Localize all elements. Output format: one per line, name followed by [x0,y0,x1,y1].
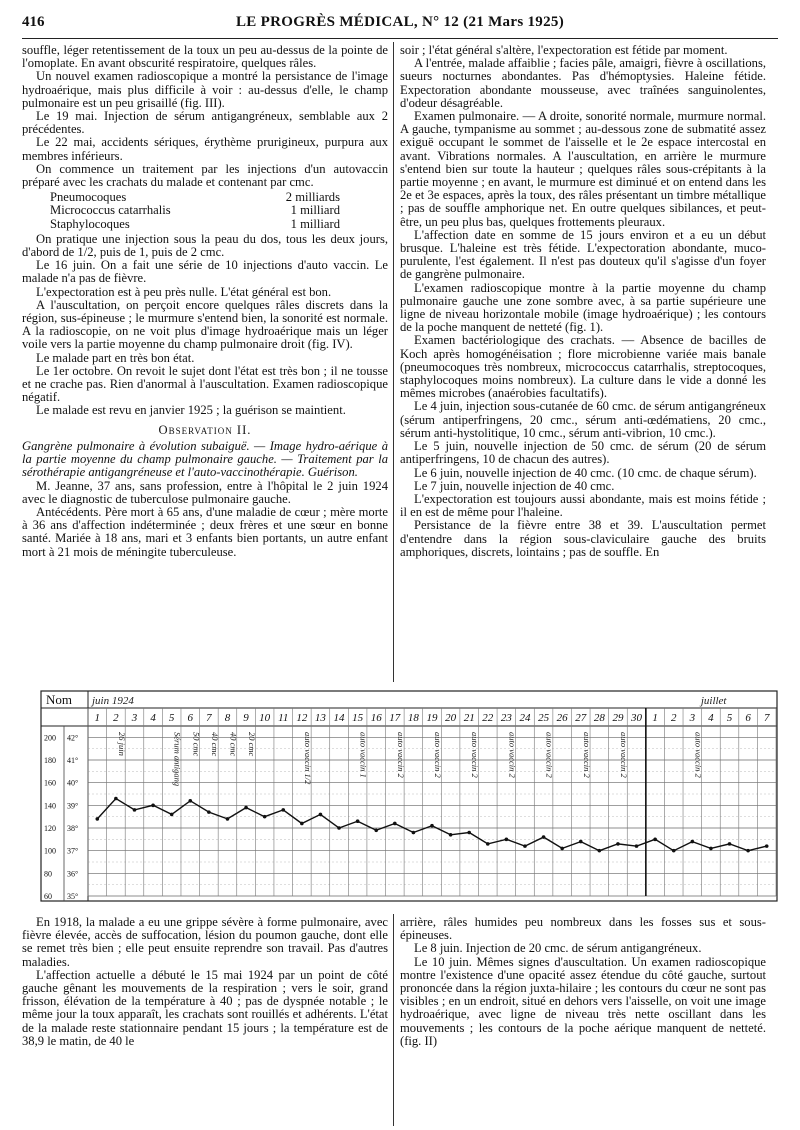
chart-temp-tick: 39° [67,801,79,811]
chart-temperature-point [412,831,416,835]
chart-annotation: auto vaccin 2 [544,732,555,778]
chart-temperature-point [523,844,527,848]
bottom-right-column [400,916,766,1048]
chart-day-label: 9 [243,712,249,724]
chart-annotation: Sérum antigang [172,732,183,787]
chart-day-label: 26 [556,712,568,724]
paragraph: Le 22 mai, accidents sériques, érythème prurigineux, purpura aux membres inférieurs. [22,135,388,163]
paragraph: M. Jeanne, 37 ans, sans profession, entre à l'hôpital le 2 juin 1924 avec le diagnostic de tuberculose pulmonaire gauche. [22,478,388,506]
paragraph: Examen pulmonaire. — A droite, sonorité normale, murmure normal. A gauche, tympanisme au sommet ; au-dessous zone de submatité assez exiguë occupant le sommet de l'aisselle et le 2e espace intercostal en avant. Vibrations normales. A l'auscultation, en arrière le murmure s'entend bien sur toute la hauteur ; quelques râles sous-crépitants à la partie moyenne ; en avant, le murmure est diminué et on entend dans les 2e et 3e espaces, après la toux, des râles présentant un timbre métallique ; pas de souffle amphorique net. En outre quelques sibilances, et peut-être, un peu plus bas, quelques frottements pleuraux. [400,109,766,229]
chart-day-label: 3 [689,712,696,724]
chart-day-label: 7 [206,712,212,724]
paragraph: Le 8 juin. Injection de 20 cmc. de sérum antigangréneux. [414,941,702,956]
chart-day-label: 23 [500,712,512,724]
chart-day-label: 18 [407,712,419,724]
paragraph: souffle, léger retentissement de la toux un peu au-dessus de la pointe de l'omoplate. En avant obscurité respiratoire, quelques râles. [22,43,388,71]
paragraph: A l'auscultation, on perçoit encore quelques râles discrets dans la région, sus-épineuse ; le murmure s'entend bien, la sonorité est normale. A la radioscopie, on ne voit plus d'image hydroaérique mais un léger voile vers la partie moyenne du champ pulmonaire droit (fig. IV). [22,297,388,352]
chart-temperature-point [635,844,639,848]
temperature-chart [40,690,778,902]
paragraph: Le malade part en très bon état. [36,350,195,365]
page-header [22,14,778,36]
vaccine-row: Pneumocoques 2 milliards [50,190,340,205]
chart-day-label: 10 [259,712,271,724]
chart-temperature-point [560,847,564,851]
paragraph: A l'entrée, malade affaiblie ; facies pâle, amaigri, fièvre à oscillations, sueurs nocturnes abondantes. Pas d'hémoptysies. Haleine fétide. Expectoration abondante mousseuse, avec traînées sanguinolentes, d'odeur désagréable. [400,56,766,110]
chart-temperature-point [653,838,657,842]
chart-day-label: 24 [519,712,531,724]
chart-day-label: 17 [389,712,401,724]
chart-annotation: auto vaccin 2 [693,732,704,778]
chart-temperature-point [151,804,155,808]
page-number: 416 [22,14,45,30]
chart-day-label: 21 [463,712,475,724]
chart-pulse-tick: 100 [44,846,56,856]
chart-day-label: 15 [352,712,364,724]
chart-pulse-tick: 60 [44,892,52,901]
paragraph: L'affection date en somme de 15 jours environ et a eu un début brusque. L'haleine est très fétide. L'expectoration abondante, muco-purulente, l'est également. Il n'est pas douteux qu'il s'agisse d'un foyer de gangrène pulmonaire. [400,227,766,282]
chart-temperature-point [170,813,174,817]
chart-temperature-point [356,819,360,823]
chart-day-label: 1 [94,712,101,724]
paragraph: Le 16 juin. On a fait une série de 10 injections d'auto vaccin. Le malade n'a pas de fièvre. [22,258,388,286]
chart-annotation: auto vaccin 2 [581,732,592,778]
paragraph: Le 4 juin, injection sous-cutanée de 60 cmc. de sérum antigangréneux (sérum antiperfringens, 20 cmc., sérum anti-œdématiens, 20 cmc., sérum anti-hystolitique, 10 cmc., sérum anti-vibrion, 10 cmc.). [400,399,766,440]
chart-temp-tick: 40° [67,778,79,788]
chart-day-label: 4 [708,712,714,724]
chart-annotation: auto vaccin 2 [618,732,629,778]
chart-annotation: 20 cmc [247,732,258,757]
chart-day-label: 11 [278,712,289,724]
chart-day-label: 28 [593,712,605,724]
chart-temperature-point [728,842,732,846]
chart-temperature-point [133,808,137,812]
chart-annotation: auto vaccin 2 [470,732,481,778]
chart-temperature-point [486,842,490,846]
chart-day-label: 6 [187,712,194,724]
chart-temperature-point [281,808,285,812]
chart-temperature-point [598,849,602,853]
observation-heading: Observation II. [158,422,252,437]
chart-temperature-point [691,840,695,844]
paragraph: Le 6 juin, nouvelle injection de 40 cmc. (10 cmc. de chaque sérum). [414,465,757,480]
chart-day-label: 27 [575,712,587,724]
chart-corner-label: Nom [46,692,72,707]
chart-annotation: 50 cmc [191,732,202,757]
chart-day-label: 29 [612,712,624,724]
chart-month-label: juin 1924 [92,695,134,707]
chart-annotation: auto vaccin 1/2 [302,732,313,785]
chart-day-label: 6 [745,712,751,724]
chart-temperature-point [616,842,620,846]
paragraph: arrière, râles humides peu nombreux dans les fosses sus et sous-épineuses. [400,915,766,943]
chart-temperature-point [542,835,546,839]
chart-annotation: 40 cmc [228,732,239,757]
chart-temperature-point [95,817,99,821]
chart-temperature-point [709,847,713,851]
chart-temp-tick: 36° [67,869,79,879]
chart-day-label: 5 [726,712,733,724]
chart-day-label: 12 [296,712,308,724]
chart-temp-tick: 37° [67,846,79,856]
column-divider [393,42,394,682]
chart-temperature-point [374,828,378,832]
chart-pulse-tick: 140 [44,801,56,811]
paragraph: L'expectoration est à peu près nulle. L'état général est bon. [36,284,332,299]
paragraph: Le 10 juin. Mêmes signes d'auscultation. Un examen radioscopique montre l'existence d'une opacité assez étendue du côté gauche, surtout prononcée dans la région juxta-hilaire ; les contours du cœur ne sont pas visibles ; en un endroit, situé en dehors vers l'aisselle, on voit une image hydroaérique, avec ligne de niveau très nette oscillant dans les mouvements ; les contours de la poche aérique manquent de netteté. (fig. II) [400,954,766,1048]
chart-annotation: auto vaccin 2 [395,732,406,778]
paragraph: On pratique une injection sous la peau du dos, tous les deux jours, d'abord de 1/2, puis de 1, puis de 2 cmc. [22,231,388,260]
chart-day-label: 20 [445,712,457,724]
chart-temp-tick: 35° [67,892,79,901]
chart-temperature-point [337,826,341,830]
chart-day-label: 16 [370,712,382,724]
paragraph: Un nouvel examen radioscopique a montré la persistance de l'image hydroaérique, mais plus difficile à voir : au-dessus d'elle, le champ pulmonaire est un peu grisaillé (fig. III). [22,69,388,110]
chart-temperature-point [226,817,230,821]
chart-day-label: 22 [482,712,494,724]
chart-pulse-tick: 200 [44,733,56,743]
chart-temperature-point [765,844,769,848]
running-title: LE PROGRÈS MÉDICAL, N° 12 (21 Mars 1925) [236,14,564,30]
column-divider-bottom [393,914,394,1126]
chart-temp-tick: 38° [67,824,79,833]
paragraph: Examen bactériologique des crachats. — Absence de bacilles de Koch après homogénéisation ; flore microbienne variée mais banale (pneumocoques très nombreux, micrococcus catarrhalis, streptocoques, staphylocoques moins nombreux). La culture dans le vide a donné les mêmes microbes (anaérobies facultatifs). [400,333,766,401]
chart-day-label: 2 [670,712,677,724]
chart-day-label: 7 [763,712,770,724]
paragraph: L'examen radioscopique montre à la partie moyenne du champ pulmonaire gauche une zone sombre avec, à sa partie supérieure une ligne de niveau horizontale mobile (image hydroaérique) ; les contours de la poche manquent de netteté (fig. 1). [400,280,766,335]
chart-temperature-point [449,833,453,837]
chart-temperature-point [393,822,397,826]
chart-day-label: 2 [113,712,119,724]
temperature-chart-svg [40,690,778,902]
paragraph: Le 5 juin, nouvelle injection de 50 cmc. de sérum (20 de sérum antiperfringens, 10 de chacun des autres). [400,439,766,467]
paragraph: L'expectoration est toujours aussi abondante, mais est moins fétide ; il en est de même pour l'haleine. [400,491,766,520]
chart-temperature-point [244,806,248,810]
paragraph: Le malade est revu en janvier 1925 ; la guérison se maintient. [36,403,346,418]
chart-day-label: 30 [631,712,643,724]
chart-temp-tick: 42° [67,733,79,743]
vaccine-row: Staphylocoques 1 milliard [50,216,340,231]
chart-day-label: 13 [314,712,326,724]
chart-temperature-point [207,810,211,814]
chart-temperature-point [672,849,676,853]
chart-pulse-tick: 180 [44,756,56,765]
chart-temperature-point [319,813,323,817]
chart-temperature-point [579,840,583,844]
chart-pulse-tick: 160 [44,778,56,788]
chart-temperature-point [505,838,509,842]
chart-month-label: juillet [700,695,727,707]
paragraph: Antécédents. Père mort à 65 ans, d'une maladie de cœur ; mère morte à 36 ans d'affection indéterminée ; deux frères et une sœur en bonne santé. Mariée à 18 ans, mari et 3 enfants bien portants, un autre enfant mort à 21 mois de méningite tuberculeuse. [22,504,388,559]
vaccine-row: Micrococcus catarrhalis 1 milliard [50,203,340,218]
observation-subtitle: Gangrène pulmonaire à évolution subaiguë. — Image hydro-aérique à la partie moyenne du champ pulmonaire gauche. — Traitement par la sérothérapie antigangréneuse et l'auto-vaccinothérapie. Guérison. [22,438,388,480]
chart-day-label: 5 [168,712,175,724]
chart-day-label: 25 [538,712,550,724]
chart-pulse-tick: 120 [44,824,56,833]
chart-day-label: 8 [224,712,231,724]
paragraph: L'affection actuelle a débuté le 15 mai 1924 par un point de côté gauche gênant les mouvements de la respiration ; vers le soir, grand frisson, élévation de la température à 40 ; pas de dyspnée notable ; le même jour la toux apparaît, les crachats sont rouillés et adhérents. L'état de la malade reste stationnaire pendant 15 jours ; la température est de 38,9 le matin, de 40 le [22,967,388,1048]
header-rule [22,38,778,39]
paragraph: Le 19 mai. Injection de sérum antigangréneux, semblable aux 2 précédentes. [22,109,388,137]
paragraph: soir ; l'état général s'altère, l'expectoration est fétide par moment. [400,43,728,57]
chart-day-label: 3 [131,712,138,724]
paragraph: En 1918, la malade a eu une grippe sévère à forme pulmonaire, avec fièvre élevée, accès de suffocation, lésion du poumon gauche, dont elle se remet très bien ; elle peut ensuite reprendre son travail. Pas d'autres maladies. [22,915,388,969]
chart-annotation: 40 cmc [209,732,220,757]
chart-day-label: 4 [150,712,156,724]
chart-temperature-point [300,822,304,826]
chart-day-label: 14 [333,712,345,724]
chart-annotation: auto vaccin 1 [358,732,369,778]
chart-temperature-point [430,824,434,828]
left-column [22,44,388,559]
paragraph: Le 7 juin, nouvelle injection de 40 cmc. [414,478,615,493]
chart-day-label: 19 [426,712,438,724]
chart-pulse-tick: 80 [44,869,52,879]
bottom-left-column [22,916,388,1048]
chart-temperature-point [746,849,750,853]
paragraph: Le 1er octobre. On revoit le sujet dont l'état est très bon ; il ne tousse et ne crache pas. Rien d'anormal à l'auscultation. Examen radioscopique négatif. [22,363,388,405]
paragraph: On commence un traitement par les injections d'un autovaccin préparé avec les crachats du malade et contenant par cmc. [22,161,388,190]
chart-temperature-point [263,815,267,819]
chart-day-label: 1 [652,712,658,724]
chart-temperature-point [114,797,118,801]
chart-temp-tick: 41° [67,756,79,765]
chart-annotation: auto vaccin 2 [507,732,518,778]
chart-temperature-point [188,799,192,803]
chart-annotation: auto vaccin 2 [433,732,443,778]
vaccine-composition [50,191,388,231]
paragraph: Persistance de la fièvre entre 38 et 39. L'auscultation permet d'entendre dans la région sous-claviculaire gauche des bruits amphoriques, discrets, lointains ; pas de souffle. En [400,518,766,559]
chart-temperature-point [467,831,471,835]
right-column [400,44,766,559]
chart-annotation: 26 juin [116,732,127,756]
